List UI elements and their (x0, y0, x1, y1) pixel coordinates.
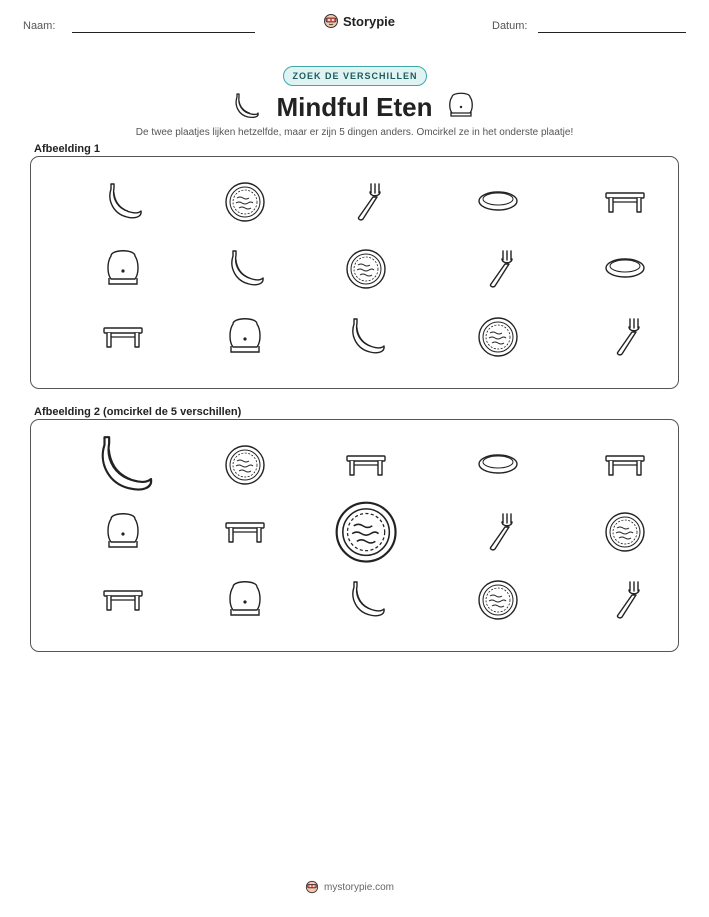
page-title: Mindful Eten (276, 92, 433, 122)
picture1-fork-icon (476, 247, 520, 291)
picture1-pie-icon (344, 247, 388, 291)
picture2-pie-icon[interactable] (223, 443, 267, 487)
picture1-panel (30, 156, 679, 389)
instructions: De twee plaatjes lijken hetzelfde, maar er zijn 5 dingen anders. Omcirkel ze in het onderste plaatje! (135, 127, 574, 138)
picture2-plate-icon[interactable] (476, 443, 520, 487)
picture2-table-icon[interactable] (603, 443, 647, 487)
brand-name: Storypie (343, 13, 396, 29)
picture2-banana-icon[interactable] (344, 578, 388, 622)
footer (305, 880, 394, 894)
picture2-banana-icon[interactable] (89, 431, 157, 499)
picture1-plate-icon (476, 180, 520, 224)
activity-badge: ZOEK DE VERSCHILLEN (283, 66, 427, 86)
picture1-pie-icon (476, 315, 520, 359)
picture1-fork-icon (344, 180, 388, 224)
picture1-belly-icon (101, 247, 145, 291)
picture2-fork-icon[interactable] (603, 578, 647, 622)
footer-url: mystorypie.com (324, 881, 395, 893)
picture2-panel[interactable] (30, 419, 679, 652)
picture2-pie-icon[interactable] (476, 578, 520, 622)
picture1-pie-icon (223, 180, 267, 224)
picture1-banana-icon (101, 180, 145, 224)
picture2-table-icon[interactable] (101, 578, 145, 622)
picture1-plate-icon (603, 247, 647, 291)
picture2-pie-icon[interactable] (332, 498, 400, 566)
picture1-banana-icon (223, 247, 267, 291)
storypie-mascot-icon (305, 880, 319, 894)
picture1-table-icon (101, 315, 145, 359)
picture1-label: Afbeelding 1 (34, 143, 101, 155)
picture1-belly-icon (223, 315, 267, 359)
picture2-table-icon[interactable] (223, 510, 267, 554)
picture1-banana-icon (344, 315, 388, 359)
picture2-pie-icon[interactable] (603, 510, 647, 554)
belly-icon (446, 90, 476, 120)
name-field[interactable] (72, 32, 255, 33)
date-field[interactable] (538, 32, 686, 33)
date-label: Datum: (492, 20, 528, 32)
picture2-fork-icon[interactable] (476, 510, 520, 554)
picture2-belly-icon[interactable] (101, 510, 145, 554)
picture1-fork-icon (603, 315, 647, 359)
picture2-table-icon[interactable] (344, 443, 388, 487)
picture2-belly-icon[interactable] (223, 578, 267, 622)
picture1-table-icon (603, 180, 647, 224)
name-label: Naam: (23, 20, 56, 32)
brand-logo (323, 13, 395, 29)
storypie-mascot-icon (323, 13, 339, 29)
picture2-label: Afbeelding 2 (omcirkel de 5 verschillen) (34, 406, 242, 418)
